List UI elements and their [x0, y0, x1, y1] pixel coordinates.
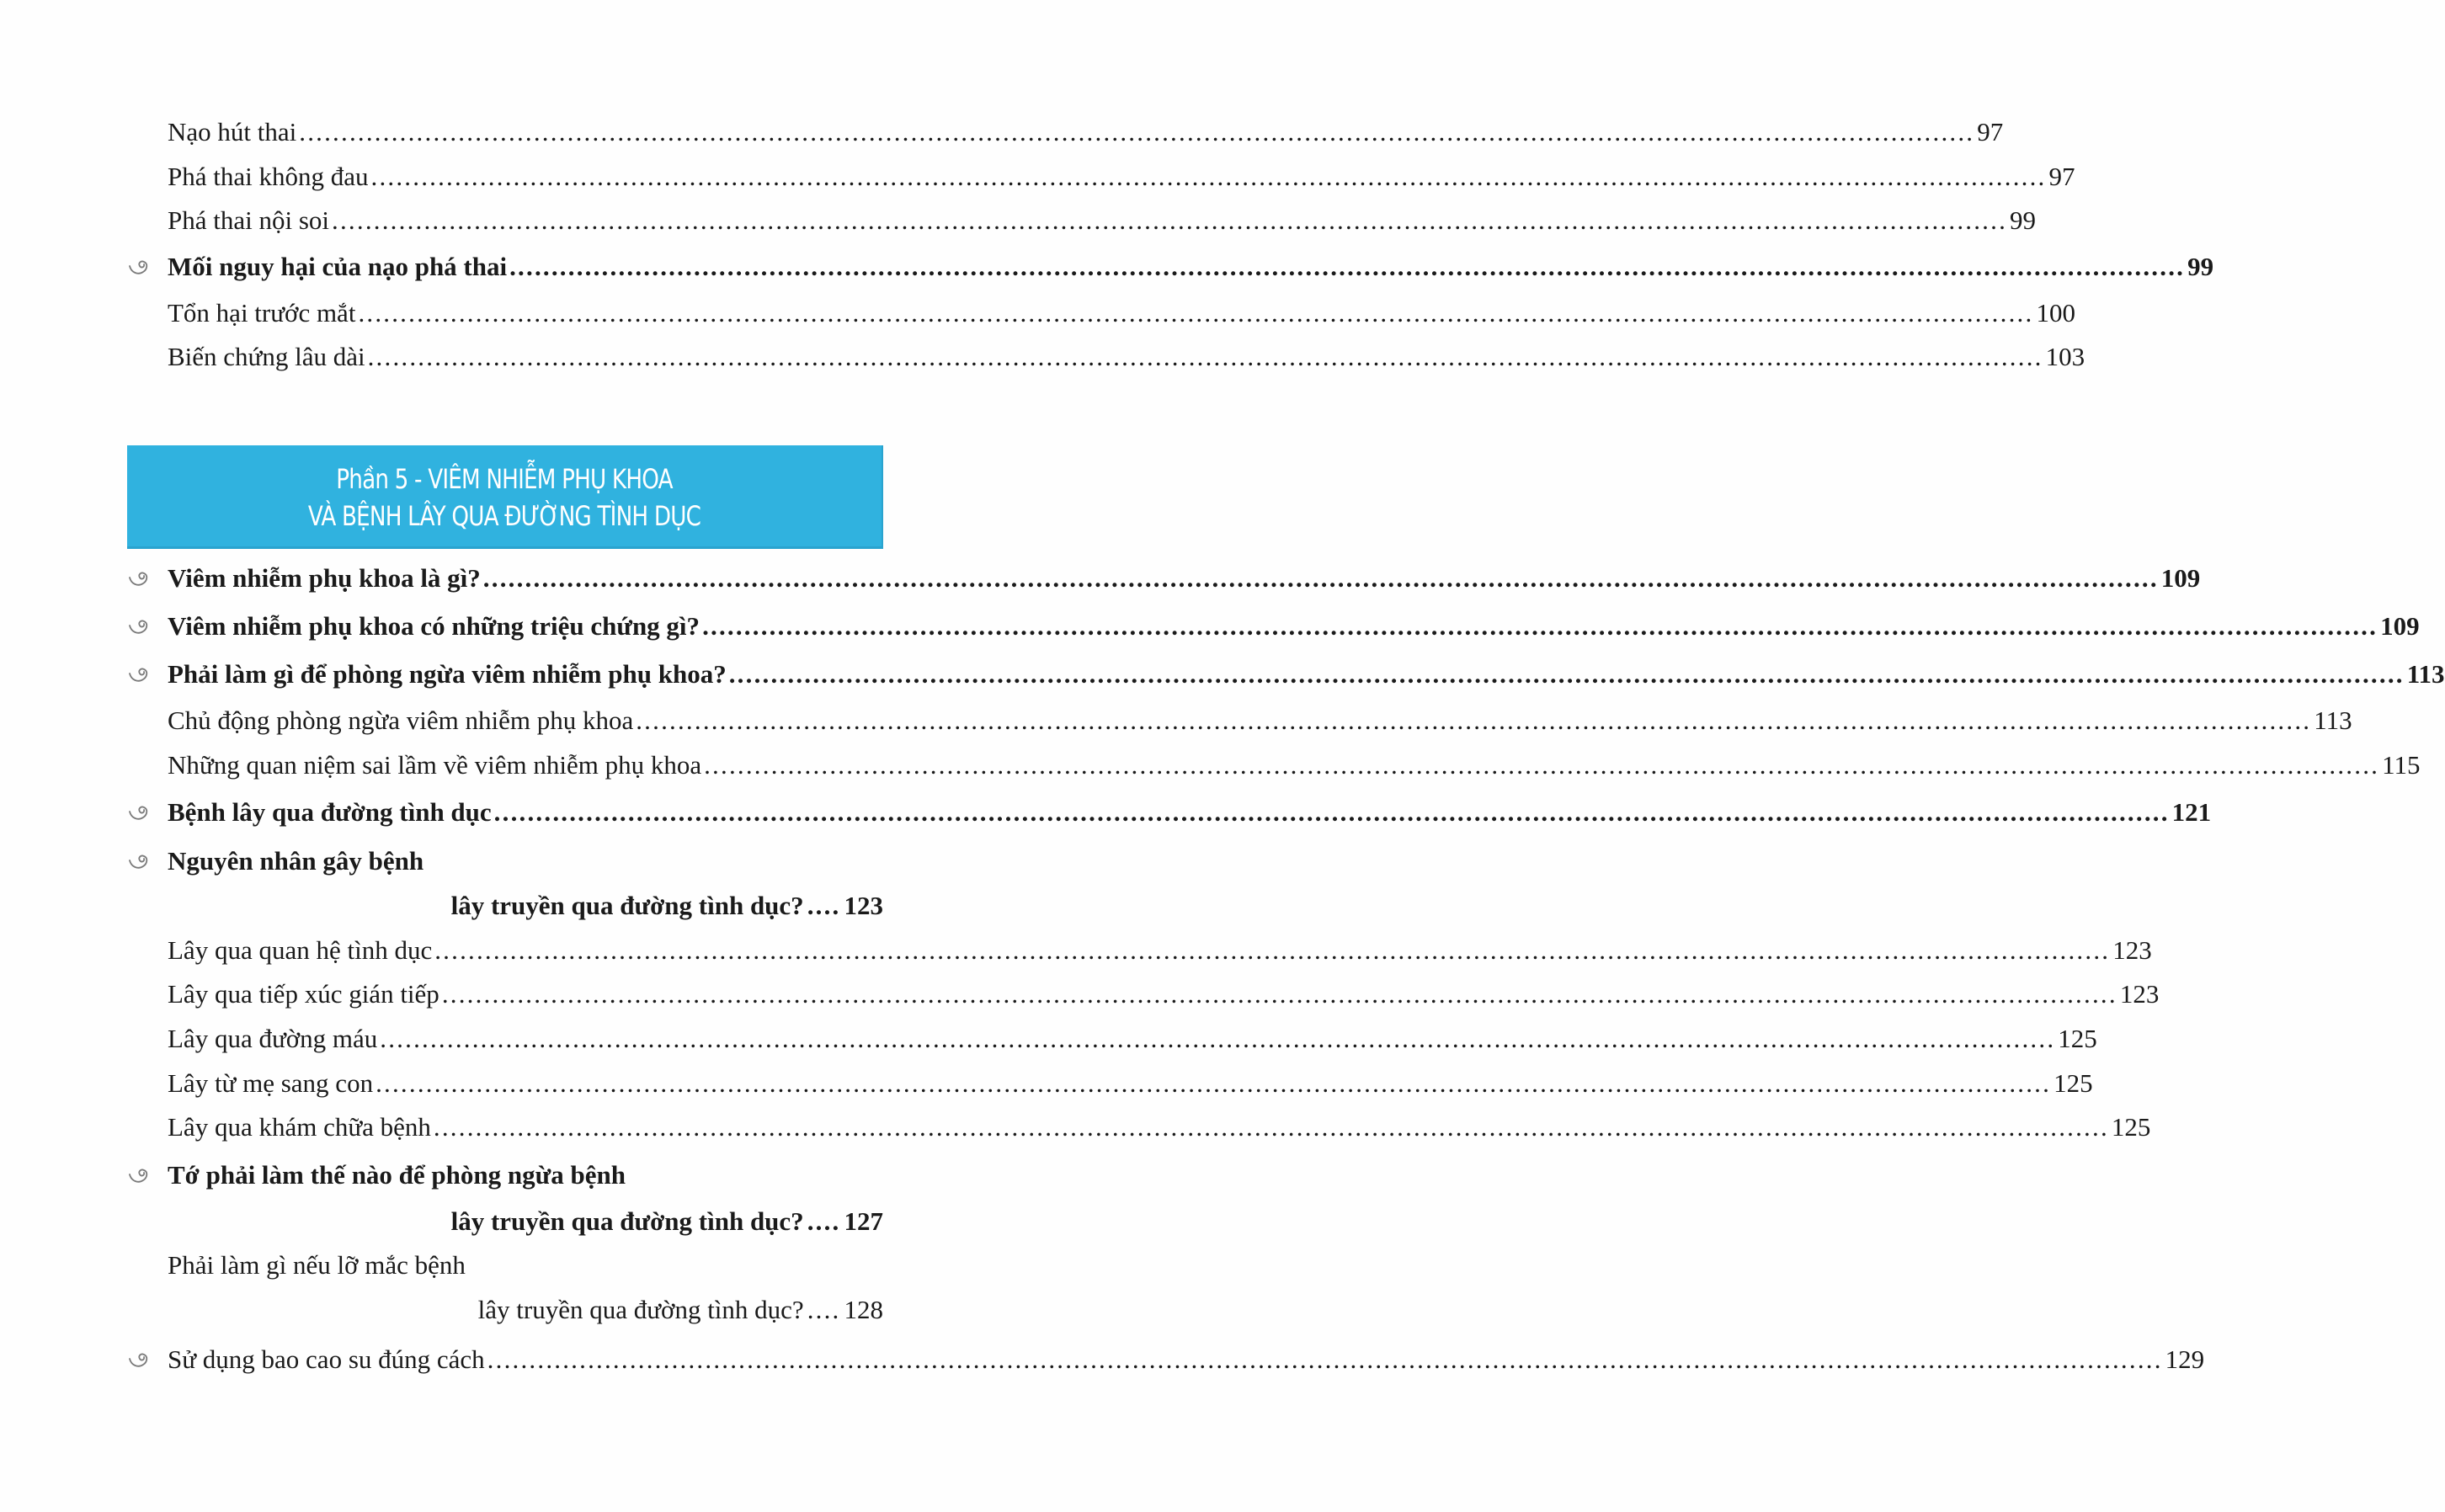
toc-page-number: 97 [2048, 162, 2075, 191]
toc-entry[interactable] [168, 934, 2152, 967]
dot-leader: ........................................................................................................................................................................................................ [367, 342, 2043, 371]
dot-leader: ........................................................................................................................................................................................................ [728, 659, 2405, 689]
toc-entry-title: Biến chứng lâu dài [168, 342, 365, 371]
toc-page-number: 121 [2171, 797, 2212, 827]
dot-leader: .... [807, 891, 841, 920]
swirl-icon [128, 854, 152, 872]
toc-entry-title-continuation: lây truyền qua đường tình dục? [477, 1295, 804, 1324]
toc-page-number: 129 [2165, 1344, 2205, 1374]
toc-entry[interactable] [168, 610, 2420, 643]
toc-page-number: 125 [2058, 1024, 2097, 1053]
dot-leader: ........................................................................................................................................................................................................ [299, 117, 1975, 146]
toc-entry-title: Bệnh lây qua đường tình dục [168, 797, 492, 827]
toc-entry-title: Tổn hại trước mắt [168, 298, 356, 327]
toc-entry-title: Phải làm gì để phòng ngừa viêm nhiễm phụ khoa? [168, 659, 727, 689]
dot-leader: ........................................................................................................................................................................................................ [433, 1112, 2109, 1142]
dot-leader: ........................................................................................................................................................................................................ [441, 979, 2117, 1009]
toc-entry[interactable] [168, 562, 2201, 595]
toc-page-number: 113 [2406, 659, 2445, 689]
toc-page-number: 123 [2119, 979, 2160, 1009]
toc-page-number: 103 [2045, 342, 2085, 371]
section-title-line-1: Phần 5 - VIÊM NHIỄM PHỤ KHOA [336, 463, 673, 495]
toc-entry-title: Lây qua quan hệ tình dục [168, 935, 433, 965]
dot-leader: .... [807, 1206, 841, 1236]
dot-leader: ........................................................................................................................................................................................................ [370, 162, 2047, 191]
toc-entry-title: Lây qua đường máu [168, 1024, 378, 1053]
toc-entry-continuation[interactable] [168, 1293, 883, 1327]
toc-entry-continuation[interactable] [168, 1205, 883, 1238]
toc-entry-title: Những quan niệm sai lầm về viêm nhiễm phụ khoa [168, 750, 702, 780]
dot-leader: ........................................................................................................................................................................................................ [376, 1068, 2052, 1098]
section-title-line-2: VÀ BỆNH LÂY QUA ĐƯỜNG TÌNH DỤC [307, 500, 701, 532]
toc-entry[interactable] [168, 1022, 2097, 1056]
toc-entry[interactable] [168, 844, 883, 878]
toc-entry[interactable] [168, 204, 2037, 237]
toc-entry[interactable] [168, 340, 2085, 374]
toc-page-number: 113 [2314, 705, 2352, 735]
toc-page-number: 99 [2187, 252, 2214, 281]
toc-page-number: 109 [2160, 563, 2201, 593]
swirl-icon [128, 805, 152, 823]
toc-entry-title-continuation: lây truyền qua đường tình dục? [450, 891, 804, 920]
swirl-icon [128, 619, 152, 637]
toc-entry-title: Lây từ mẹ sang con [168, 1068, 374, 1098]
toc-entry[interactable] [168, 1110, 2151, 1144]
toc-entry[interactable] [168, 160, 2075, 194]
toc-page-number: 127 [844, 1206, 883, 1236]
swirl-icon [128, 1352, 152, 1371]
toc-entry-title: Nguyên nhân gây bệnh [168, 846, 424, 876]
swirl-icon [128, 571, 152, 589]
toc-entry-title: Tớ phải làm thế nào để phòng ngừa bệnh [168, 1160, 626, 1190]
toc-page-number: 128 [844, 1295, 883, 1324]
dot-leader: .... [807, 1295, 841, 1324]
toc-entry-title: Mối nguy hại của nạo phá thai [168, 252, 508, 281]
toc-entry-title: Lây qua tiếp xúc gián tiếp [168, 979, 439, 1009]
toc-entry[interactable] [168, 748, 2421, 782]
toc-entry[interactable] [168, 658, 2445, 691]
toc-entry[interactable] [168, 1248, 883, 1282]
toc-page-number: 99 [2010, 205, 2037, 235]
dot-leader: ........................................................................................................................................................................................................ [482, 563, 2159, 593]
toc-entry-title: Phá thai nội soi [168, 205, 330, 235]
swirl-icon [128, 259, 152, 278]
toc-entry-title: Lây qua khám chữa bệnh [168, 1112, 431, 1142]
toc-entry[interactable] [168, 115, 2004, 149]
toc-entry-title: Phá thai không đau [168, 162, 369, 191]
toc-entry[interactable] [168, 296, 2075, 330]
dot-leader: ........................................................................................................................................................................................................ [434, 935, 2111, 965]
toc-entry[interactable] [168, 1343, 2205, 1376]
section-banner [127, 445, 883, 549]
dot-leader: ........................................................................................................................................................................................................ [702, 611, 2378, 641]
dot-leader: ........................................................................................................................................................................................................ [636, 705, 2312, 735]
toc-page-number: 97 [1977, 117, 2004, 146]
toc-page-number: 109 [2380, 611, 2420, 641]
dot-leader: ........................................................................................................................................................................................................ [509, 252, 2186, 281]
toc-entry-title: Nạo hút thai [168, 117, 297, 146]
toc-entry[interactable] [168, 977, 2160, 1011]
toc-page-number: 125 [2053, 1068, 2093, 1098]
toc-page-number: 115 [2382, 750, 2421, 780]
toc-entry-title-continuation: lây truyền qua đường tình dục? [450, 1206, 804, 1236]
toc-entry-title: Sử dụng bao cao su đúng cách [168, 1344, 485, 1374]
toc-entry-title: Phải làm gì nếu lỡ mắc bệnh [168, 1250, 466, 1280]
dot-leader: ........................................................................................................................................................................................................ [704, 750, 2380, 780]
toc-entry-title: Chủ động phòng ngừa viêm nhiễm phụ khoa [168, 705, 634, 735]
toc-entry[interactable] [168, 796, 2212, 829]
toc-page-number: 100 [2036, 298, 2075, 327]
toc-entry[interactable] [168, 704, 2352, 737]
swirl-icon [128, 1168, 152, 1186]
toc-entry[interactable] [168, 1158, 883, 1192]
swirl-icon [128, 667, 152, 685]
toc-page-number: 125 [2111, 1112, 2151, 1142]
dot-leader: ........................................................................................................................................................................................................ [358, 298, 2034, 327]
toc-page-number: 123 [844, 891, 883, 920]
toc-entry[interactable] [168, 1067, 2093, 1100]
dot-leader: ........................................................................................................................................................................................................ [380, 1024, 2056, 1053]
toc-entry-title: Viêm nhiễm phụ khoa là gì? [168, 563, 481, 593]
toc-entry[interactable] [168, 250, 2214, 284]
toc-entry-title: Viêm nhiễm phụ khoa có những triệu chứng gì? [168, 611, 700, 641]
dot-leader: ........................................................................................................................................................................................................ [487, 1344, 2163, 1374]
dot-leader: ........................................................................................................................................................................................................ [332, 205, 2008, 235]
dot-leader: ........................................................................................................................................................................................................ [493, 797, 2170, 827]
toc-entry-continuation[interactable] [168, 889, 883, 923]
toc-page-number: 123 [2112, 935, 2152, 965]
